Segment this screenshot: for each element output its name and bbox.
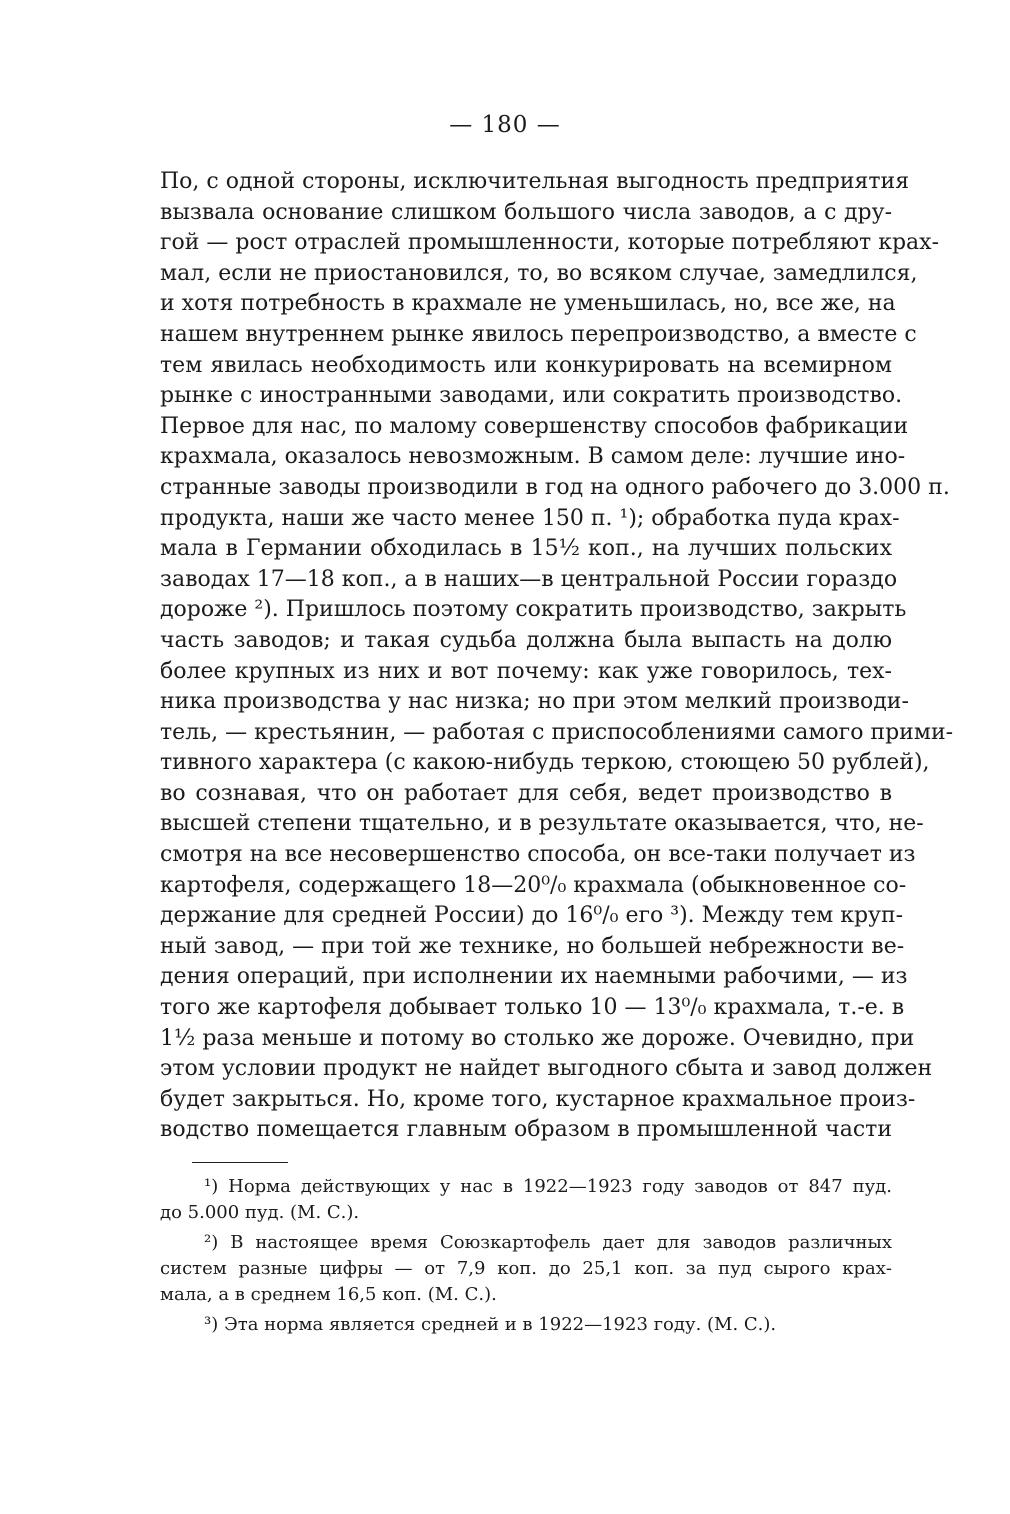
footnote-3 <box>160 1312 892 1338</box>
text-line: дения операций, при исполнении их наемными рабочими, — из <box>160 964 908 990</box>
footnote-line: ¹) Норма действующих у нас в 1922—1923 году заводов от 847 пуд. <box>204 1176 892 1197</box>
text-line: ника производства у нас низка; но при этом мелкий производи- <box>160 689 909 715</box>
text-line: тивного характера (с какою-нибудь теркою, стоющею 50 рублей), <box>160 750 930 776</box>
footnote-line: до 5.000 пуд. (М. С.). <box>160 1202 360 1223</box>
footnote-divider <box>192 1162 288 1163</box>
text-line: этом условии продукт не найдет выгодного сбыта и завод должен <box>160 1056 933 1082</box>
text-line: рынке с иностранными заводами, или сократить производство. <box>160 383 903 409</box>
footnotes <box>160 1174 892 1342</box>
text-line: гой — рост отраслей промышленности, которые потребляют крах- <box>160 230 940 256</box>
text-line: продукта, наши же часто менее 150 п. ¹); обработка пуда крах- <box>160 505 900 531</box>
footnote-line: систем разные цифры — от 7,9 коп. до 25,1 коп. за пуд сырого крах- <box>160 1258 892 1279</box>
footnote-1 <box>160 1174 892 1226</box>
text-line: часть заводов; и такая судьба должна была выпасть на долю <box>160 627 892 653</box>
text-line: крахмала, оказалось невозможным. В самом деле: лучшие ино- <box>160 444 906 470</box>
body-text <box>160 167 954 1146</box>
footnote-line: мала, а в среднем 16,5 коп. (М. С.). <box>160 1284 497 1305</box>
footnote-line: ²) В настоящее время Союзкартофель дает для заводов различных <box>204 1232 892 1253</box>
text-line: нашем внутреннем рынке явилось перепроизводство, а вместе с <box>160 321 917 347</box>
text-line: По, с одной стороны, исключительная выгодность предприятия <box>160 169 910 194</box>
text-line: тем явилась необходимость или конкурировать на всемирном <box>160 352 892 378</box>
text-line: Первое для нас, по малому совершенству способов фабрикации <box>160 413 909 439</box>
text-line: картофеля, содержащего 18—20⁰/₀ крахмала (обыкновенное со- <box>160 872 907 898</box>
text-line: того же картофеля добывает только 10 — 13⁰/₀ крахмала, т.-е. в <box>160 995 905 1021</box>
text-line: заводах 17—18 коп., а в наших—в центральной России гораздо <box>160 566 898 592</box>
text-line: 1½ раза меньше и потому во столько же дороже. Очевидно, при <box>160 1025 915 1051</box>
text-line: дороже ²). Пришлось поэтому сократить производство, закрыть <box>160 597 907 623</box>
text-line: держание для средней России) до 16⁰/₀ его ³). Между тем круп- <box>160 903 904 929</box>
text-line: высшей степени тщательно, и в результате оказывается, что, не- <box>160 811 924 837</box>
text-line: смотря на все несовершенство способа, он все-таки получает из <box>160 842 916 868</box>
text-line: ный завод, — при той же технике, но большей небрежности ве- <box>160 933 905 959</box>
text-line: водство помещается главным образом в промышленной части <box>160 1117 892 1143</box>
text-line: будет закрыться. Но, кроме того, кустарное крахмальное произ- <box>160 1086 916 1112</box>
text-line: вызвала основание слишком большого числа заводов, а с дру- <box>160 199 892 225</box>
text-line: странные заводы производили в год на одного рабочего до 3.000 п. <box>160 474 950 500</box>
footnote-line: ³) Эта норма является средней и в 1922—1923 году. (М. С.). <box>204 1314 777 1335</box>
text-line: тель, — крестьянин, — работая с приспособлениями самого прими- <box>160 719 954 745</box>
text-line: мала в Германии обходилась в 15½ коп., на лучших польских <box>160 536 892 562</box>
text-line: во сознавая, что он работает для себя, ведет производство в <box>160 780 892 806</box>
text-line: мал, если не приостановился, то, во всяком случае, замедлился, <box>160 260 918 286</box>
text-line: более крупных из них и вот почему: как уже говорилось, тех- <box>160 658 892 684</box>
footnote-2 <box>160 1230 892 1308</box>
text-line: и хотя потребность в крахмале не уменьшилась, но, все же, на <box>160 291 896 317</box>
page-number: — 180 — <box>449 112 561 138</box>
